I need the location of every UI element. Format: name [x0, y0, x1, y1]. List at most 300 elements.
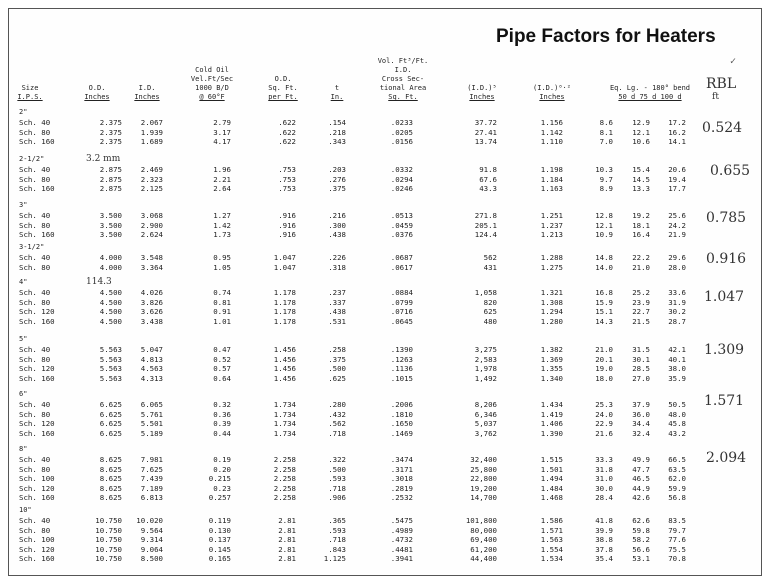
table-cell: 21.0 [632, 262, 650, 272]
table-cell: 18.0 [595, 373, 613, 383]
table-cell: 2.875 [99, 165, 122, 174]
handwritten-note-2-5: 3.2 mm [86, 154, 121, 164]
table-cell: 7.981 [140, 455, 163, 464]
table-cell: 820 [483, 297, 497, 307]
table-cell: 14.8 [595, 253, 613, 262]
table-cell: 2.81 [278, 525, 296, 535]
table-cell: 1.280 [540, 316, 563, 326]
table-cell: 8.625 [99, 455, 122, 464]
column-header: O.D. Inches [84, 84, 110, 101]
table-cell: 5.563 [99, 345, 122, 354]
table-cell: 0.36 [213, 409, 231, 419]
table-cell: 6,346 [474, 409, 497, 419]
handwritten-header-note: RBL [706, 76, 737, 92]
table-cell: 14.3 [595, 316, 613, 326]
handwritten-side-value: 2.094 [706, 450, 747, 466]
table-cell: 41.8 [595, 516, 613, 525]
table-cell: 14,700 [470, 493, 497, 503]
table-cell: 0.257 [208, 493, 231, 503]
table-cell: 4.500 [99, 307, 122, 317]
table-cell: 33.3 [595, 455, 613, 464]
table-cell: 9.064 [140, 544, 163, 554]
table-cell: 7.439 [140, 474, 163, 484]
table-cell: 2.323 [140, 174, 163, 184]
table-cell: .0617 [390, 262, 413, 272]
table-cell: 23.9 [632, 297, 650, 307]
table-cell: 1.586 [540, 516, 563, 525]
handwritten-header-sub: ft [712, 92, 719, 102]
table-cell: 2.258 [273, 455, 296, 464]
table-cell: 19.2 [632, 211, 650, 220]
column-header: I.D. Inches [134, 84, 160, 101]
table-cell: 480 [483, 316, 497, 326]
table-cell: 2.81 [278, 554, 296, 564]
table-cell: 0.52 [213, 354, 231, 364]
table-cell: 1.382 [540, 345, 563, 354]
table-cell: .280 [328, 400, 346, 409]
table-cell: 4.500 [99, 288, 122, 297]
table-cell: 1.456 [273, 354, 296, 364]
table-cell: 1.563 [540, 535, 563, 545]
table-cell: 0.32 [213, 400, 231, 409]
table-cell: 1.184 [540, 174, 563, 184]
table-cell: .432 [328, 409, 346, 419]
table-cell: 1.178 [273, 288, 296, 297]
table-cell: 2.258 [273, 464, 296, 474]
table-cell: 3.500 [99, 220, 122, 230]
schedule-label: Sch. 40 [19, 211, 51, 220]
table-cell: .0645 [390, 316, 413, 326]
table-cell: 69,400 [470, 535, 497, 545]
table-cell: .375 [328, 354, 346, 364]
table-cell: 8.1 [599, 127, 613, 137]
table-cell: 0.165 [208, 554, 231, 564]
table-cell: 3,762 [474, 428, 497, 438]
schedule-label: Sch. 80 [19, 220, 51, 230]
table-cell: 1.198 [540, 165, 563, 174]
table-cell: 1.434 [540, 400, 563, 409]
table-cell: 31.0 [595, 474, 613, 484]
size-section-label: 3" [19, 201, 28, 209]
table-cell: 5.761 [140, 409, 163, 419]
table-cell: 2.79 [213, 118, 231, 127]
size-section-label: 10" [19, 506, 32, 514]
table-cell: 5.501 [140, 419, 163, 429]
table-cell: 31.9 [668, 297, 686, 307]
table-cell: 1.689 [140, 137, 163, 147]
table-cell: 1.515 [540, 455, 563, 464]
table-cell: 79.7 [668, 525, 686, 535]
table-cell: 4.026 [140, 288, 163, 297]
table-cell: 80,000 [470, 525, 497, 535]
schedule-label: Sch. 80 [19, 174, 51, 184]
table-cell: 1.251 [540, 211, 563, 220]
size-section-label: 2-1/2" [19, 155, 45, 163]
table-cell: 12.1 [595, 220, 613, 230]
table-cell: .258 [328, 345, 346, 354]
table-cell: 25,800 [470, 464, 497, 474]
table-cell: 0.57 [213, 364, 231, 374]
table-cell: .2532 [390, 493, 413, 503]
table-cell: 3.068 [140, 211, 163, 220]
check-mark-icon: ✓ [730, 56, 737, 67]
table-cell: 29.6 [668, 253, 686, 262]
table-cell: 13.74 [474, 137, 497, 147]
table-cell: 1.734 [273, 409, 296, 419]
table-cell: 12.1 [632, 127, 650, 137]
table-cell: .1136 [390, 364, 413, 374]
table-cell: 1.178 [273, 297, 296, 307]
table-cell: 4.000 [99, 253, 122, 262]
schedule-label: Sch. 80 [19, 409, 51, 419]
table-cell: .3018 [390, 474, 413, 484]
table-cell: 31.5 [632, 345, 650, 354]
table-cell: 10.9 [595, 230, 613, 240]
table-cell: 27.41 [474, 127, 497, 137]
table-cell: 3.626 [140, 307, 163, 317]
table-cell: 1.213 [540, 230, 563, 240]
table-cell: 1.456 [273, 345, 296, 354]
table-cell: .0884 [390, 288, 413, 297]
table-cell: 62.0 [668, 474, 686, 484]
table-cell: .237 [328, 288, 346, 297]
handwritten-side-value: 0.655 [710, 163, 751, 179]
table-cell: 32,400 [470, 455, 497, 464]
schedule-label: Sch. 40 [19, 118, 51, 127]
table-cell: 0.95 [213, 253, 231, 262]
table-cell: 22.9 [595, 419, 613, 429]
table-cell: 0.145 [208, 544, 231, 554]
column-header: (I.D.)⁰·² Inches [533, 84, 571, 101]
table-cell: 2.258 [273, 474, 296, 484]
schedule-label: Sch. 160 [19, 230, 55, 240]
table-cell: .0376 [390, 230, 413, 240]
table-cell: 37.8 [595, 544, 613, 554]
table-cell: 25.6 [668, 211, 686, 220]
table-cell: .625 [328, 373, 346, 383]
table-cell: 24.2 [668, 220, 686, 230]
schedule-label: Sch. 160 [19, 373, 55, 383]
table-cell: 1.237 [540, 220, 563, 230]
table-cell: 22.2 [632, 253, 650, 262]
table-cell: 10.750 [95, 516, 122, 525]
table-cell: .562 [328, 419, 346, 429]
table-cell: 1.308 [540, 297, 563, 307]
table-cell: 22,800 [470, 474, 497, 484]
table-cell: 8.625 [99, 483, 122, 493]
table-cell: .5475 [390, 516, 413, 525]
table-cell: 1.321 [540, 288, 563, 297]
table-cell: .622 [278, 137, 296, 147]
table-cell: 40.1 [668, 354, 686, 364]
table-cell: 10.750 [95, 525, 122, 535]
table-cell: .216 [328, 211, 346, 220]
page-title: Pipe Factors for Heaters [496, 26, 716, 47]
table-cell: 37.9 [632, 400, 650, 409]
table-cell: 16.2 [668, 127, 686, 137]
table-cell: 7.0 [599, 137, 613, 147]
table-cell: 2.64 [213, 184, 231, 194]
table-cell: 1.734 [273, 428, 296, 438]
table-cell: 56.8 [668, 493, 686, 503]
schedule-label: Sch. 120 [19, 419, 55, 429]
schedule-label: Sch. 160 [19, 137, 55, 147]
table-cell: .0294 [390, 174, 413, 184]
table-cell: 1.734 [273, 400, 296, 409]
table-cell: 2.258 [273, 493, 296, 503]
table-cell: 9.564 [140, 525, 163, 535]
table-cell: 1.369 [540, 354, 563, 364]
schedule-label: Sch. 80 [19, 262, 51, 272]
table-cell: 19,200 [470, 483, 497, 493]
table-cell: .1650 [390, 419, 413, 429]
table-cell: 10.750 [95, 535, 122, 545]
table-cell: 2.624 [140, 230, 163, 240]
column-header: Vol. Ft³/Ft. I.D. Cross Sec- tional Area Sq. Ft. [377, 57, 429, 101]
table-cell: 27.0 [632, 373, 650, 383]
table-cell: 91.8 [479, 165, 497, 174]
table-cell: .622 [278, 127, 296, 137]
table-cell: 2.258 [273, 483, 296, 493]
table-cell: 25.3 [595, 400, 613, 409]
table-cell: 66.5 [668, 455, 686, 464]
table-cell: 7.189 [140, 483, 163, 493]
table-cell: 15.4 [632, 165, 650, 174]
schedule-label: Sch. 160 [19, 428, 55, 438]
table-cell: 21.6 [595, 428, 613, 438]
table-cell: 625 [483, 307, 497, 317]
table-cell: 1,492 [474, 373, 497, 383]
table-cell: .337 [328, 297, 346, 307]
schedule-label: Sch. 120 [19, 364, 55, 374]
table-cell: .593 [328, 474, 346, 484]
table-cell: 70.8 [668, 554, 686, 564]
table-cell: 8.625 [99, 493, 122, 503]
schedule-label: Sch. 40 [19, 253, 51, 262]
table-cell: 1.406 [540, 419, 563, 429]
table-cell: 1.73 [213, 230, 231, 240]
table-cell: .718 [328, 483, 346, 493]
table-cell: .916 [278, 211, 296, 220]
schedule-label: Sch. 80 [19, 354, 51, 364]
schedule-label: Sch. 40 [19, 288, 51, 297]
schedule-label: Sch. 40 [19, 400, 51, 409]
table-cell: .843 [328, 544, 346, 554]
table-cell: .0799 [390, 297, 413, 307]
table-cell: 28.7 [668, 316, 686, 326]
table-cell: 5.189 [140, 428, 163, 438]
table-cell: 0.81 [213, 297, 231, 307]
table-cell: 0.119 [208, 516, 231, 525]
table-cell: 1.047 [273, 262, 296, 272]
table-cell: 1.734 [273, 419, 296, 429]
table-cell: 0.74 [213, 288, 231, 297]
table-cell: 14.0 [595, 262, 613, 272]
table-cell: 32.4 [632, 428, 650, 438]
table-cell: 16.4 [632, 230, 650, 240]
table-cell: 35.4 [595, 554, 613, 564]
table-cell: 10.3 [595, 165, 613, 174]
table-cell: 0.91 [213, 307, 231, 317]
table-cell: .3171 [390, 464, 413, 474]
table-cell: 1.178 [273, 316, 296, 326]
table-cell: 22.7 [632, 307, 650, 317]
table-cell: .343 [328, 137, 346, 147]
table-cell: 20.1 [595, 354, 613, 364]
table-cell: 1.01 [213, 316, 231, 326]
table-cell: 3,275 [474, 345, 497, 354]
table-cell: 1.125 [323, 554, 346, 564]
table-cell: 75.5 [668, 544, 686, 554]
table-cell: 1.501 [540, 464, 563, 474]
table-cell: .531 [328, 316, 346, 326]
handwritten-side-value: 1.047 [704, 289, 745, 305]
table-cell: 14.5 [632, 174, 650, 184]
table-cell: 25.2 [632, 288, 650, 297]
table-cell: 1.294 [540, 307, 563, 317]
table-cell: 59.9 [668, 483, 686, 493]
table-cell: .300 [328, 220, 346, 230]
table-cell: 8.625 [99, 464, 122, 474]
handwritten-side-value: 1.571 [704, 393, 745, 409]
table-cell: 1,978 [474, 364, 497, 374]
table-cell: 6.065 [140, 400, 163, 409]
schedule-label: Sch. 100 [19, 535, 55, 545]
table-cell: 0.20 [213, 464, 231, 474]
table-cell: 6.625 [99, 419, 122, 429]
table-cell: 43.2 [668, 428, 686, 438]
table-cell: 5.047 [140, 345, 163, 354]
table-cell: .3474 [390, 455, 413, 464]
table-cell: 10.020 [136, 516, 163, 525]
table-cell: .1015 [390, 373, 413, 383]
table-cell: 7.625 [140, 464, 163, 474]
table-cell: .4481 [390, 544, 413, 554]
table-cell: .753 [278, 174, 296, 184]
table-cell: 8.6 [599, 118, 613, 127]
table-cell: .438 [328, 230, 346, 240]
table-cell: .4732 [390, 535, 413, 545]
table-cell: .438 [328, 307, 346, 317]
table-cell: .1390 [390, 345, 413, 354]
table-cell: 19.4 [668, 174, 686, 184]
table-cell: .2819 [390, 483, 413, 493]
table-cell: 38.8 [595, 535, 613, 545]
table-cell: 21.5 [632, 316, 650, 326]
table-cell: 6.625 [99, 400, 122, 409]
table-cell: 1.96 [213, 165, 231, 174]
schedule-label: Sch. 100 [19, 474, 55, 484]
schedule-label: Sch. 160 [19, 184, 55, 194]
column-header: (I.D.)⁵ Inches [467, 84, 497, 101]
table-cell: 24.0 [595, 409, 613, 419]
schedule-label: Sch. 160 [19, 493, 55, 503]
table-cell: .0687 [390, 253, 413, 262]
table-cell: 9.7 [599, 174, 613, 184]
table-cell: 43.3 [479, 184, 497, 194]
table-cell: 2.067 [140, 118, 163, 127]
table-cell: 44.9 [632, 483, 650, 493]
table-cell: 34.4 [632, 419, 650, 429]
size-section-label: 2" [19, 108, 28, 116]
table-cell: 2.125 [140, 184, 163, 194]
table-cell: 10.6 [632, 137, 650, 147]
table-cell: 6.625 [99, 409, 122, 419]
table-cell: 2.900 [140, 220, 163, 230]
table-cell: 4.563 [140, 364, 163, 374]
table-cell: 124.4 [474, 230, 497, 240]
table-cell: 30.2 [668, 307, 686, 317]
table-cell: 83.5 [668, 516, 686, 525]
schedule-label: Sch. 40 [19, 455, 51, 464]
table-cell: .0513 [390, 211, 413, 220]
table-cell: 3.500 [99, 211, 122, 220]
size-section-label: 6" [19, 390, 28, 398]
table-cell: 3.17 [213, 127, 231, 137]
table-cell: 5.563 [99, 354, 122, 364]
schedule-label: Sch. 160 [19, 316, 55, 326]
schedule-label: Sch. 40 [19, 345, 51, 354]
table-cell: 1.571 [540, 525, 563, 535]
table-cell: 1.554 [540, 544, 563, 554]
table-cell: .318 [328, 262, 346, 272]
table-cell: .1263 [390, 354, 413, 364]
table-cell: 6.813 [140, 493, 163, 503]
table-cell: 1.163 [540, 184, 563, 194]
table-cell: 1.419 [540, 409, 563, 419]
schedule-label: Sch. 120 [19, 544, 55, 554]
table-cell: .718 [328, 535, 346, 545]
table-cell: 15.1 [595, 307, 613, 317]
table-cell: 1.939 [140, 127, 163, 137]
table-cell: 48.0 [668, 409, 686, 419]
table-cell: 50.5 [668, 400, 686, 409]
table-cell: 4.500 [99, 297, 122, 307]
table-cell: 9.314 [140, 535, 163, 545]
table-cell: 4.313 [140, 373, 163, 383]
table-cell: .500 [328, 464, 346, 474]
table-cell: .1469 [390, 428, 413, 438]
table-cell: .916 [278, 230, 296, 240]
table-cell: 28.5 [632, 364, 650, 374]
schedule-label: Sch. 80 [19, 297, 51, 307]
table-cell: 35.9 [668, 373, 686, 383]
size-section-label: 5" [19, 335, 28, 343]
table-cell: .0156 [390, 137, 413, 147]
table-cell: 1.110 [540, 137, 563, 147]
table-cell: .0332 [390, 165, 413, 174]
table-cell: 13.3 [632, 184, 650, 194]
table-cell: 12.8 [595, 211, 613, 220]
column-header: O.D. Sq. Ft. per Ft. [268, 75, 298, 101]
handwritten-side-value: 0.524 [702, 120, 743, 136]
column-header: Eq. Lg. - 180° bend 50 d 75 d 100 d [609, 84, 691, 101]
table-cell: 5.563 [99, 364, 122, 374]
table-cell: 0.137 [208, 535, 231, 545]
table-cell: 28.0 [668, 262, 686, 272]
handwritten-side-value: 1.309 [704, 342, 745, 358]
column-header: Cold Oil Vel.Ft/Sec 1000 B/D @ 60°F [190, 66, 234, 101]
table-cell: 205.1 [474, 220, 497, 230]
table-cell: 42.1 [668, 345, 686, 354]
table-cell: 56.6 [632, 544, 650, 554]
table-cell: 1.275 [540, 262, 563, 272]
table-cell: .500 [328, 364, 346, 374]
table-cell: 4.813 [140, 354, 163, 364]
schedule-label: Sch. 40 [19, 516, 51, 525]
table-cell: .906 [328, 493, 346, 503]
table-cell: 3.548 [140, 253, 163, 262]
